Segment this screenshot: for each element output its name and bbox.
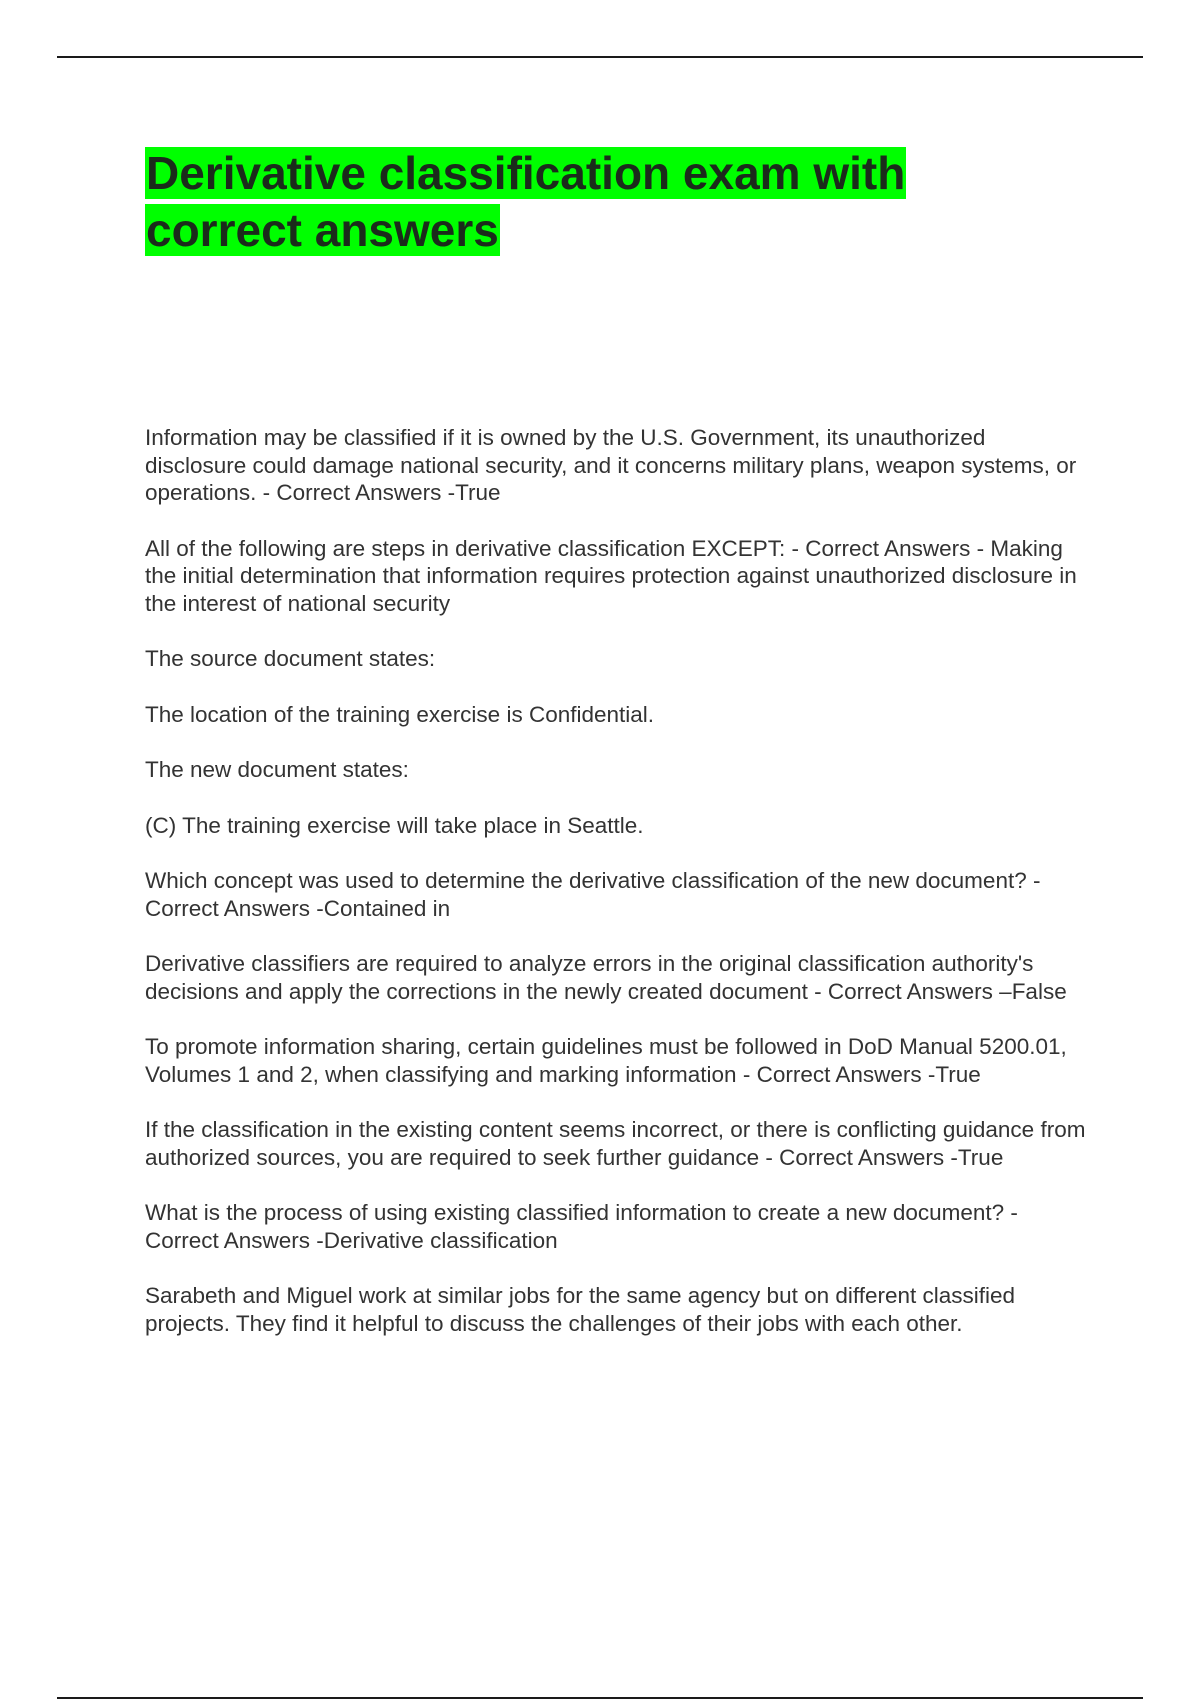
paragraph: If the classification in the existing content seems incorrect, or there is conflicting guidance from authorized sources, you are required to seek further guidance - Correct Answers -True bbox=[145, 1117, 1086, 1170]
paragraph: Derivative classifiers are required to analyze errors in the original classification authority's decisions and apply the corrections in the newly created document - Correct Answers –False bbox=[145, 951, 1067, 1004]
paragraph: Information may be classified if it is owned by the U.S. Government, its unauthorized disclosure could damage national security, and it concerns military plans, weapon systems, or operations. - Correct Answers -True bbox=[145, 425, 1077, 505]
document-title bbox=[145, 145, 1045, 259]
paragraph: The source document states: bbox=[145, 646, 436, 671]
title-highlight: Derivative classification exam with correct answers bbox=[146, 147, 906, 256]
paragraph: (C) The training exercise will take place in Seattle. bbox=[145, 812, 644, 838]
footer-rule bbox=[57, 1697, 1143, 1699]
paragraph: To promote information sharing, certain guidelines must be followed in DoD Manual 5200.01, Volumes 1 and 2, when classifying and marking information - Correct Answers -True bbox=[145, 1034, 1067, 1087]
document-body bbox=[145, 424, 1090, 1365]
paragraph: What is the process of using existing classified information to create a new document? - Correct Answers -Derivative classification bbox=[145, 1200, 1018, 1253]
paragraph: The new document states: bbox=[145, 757, 409, 782]
paragraph: Which concept was used to determine the derivative classification of the new document? - Correct Answers -Contained in bbox=[145, 868, 1041, 921]
paragraph: Sarabeth and Miguel work at similar jobs for the same agency but on different classified projects. They find it helpful to discuss the challenges of their jobs with each other. bbox=[145, 1283, 1016, 1336]
header-rule bbox=[57, 56, 1143, 58]
paragraph: All of the following are steps in derivative classification EXCEPT: - Correct Answers - Making the initial determination that information requires protection against unauthorized disclosure in the interest of national security bbox=[145, 535, 1077, 616]
paragraph: The location of the training exercise is Confidential. bbox=[145, 701, 655, 727]
